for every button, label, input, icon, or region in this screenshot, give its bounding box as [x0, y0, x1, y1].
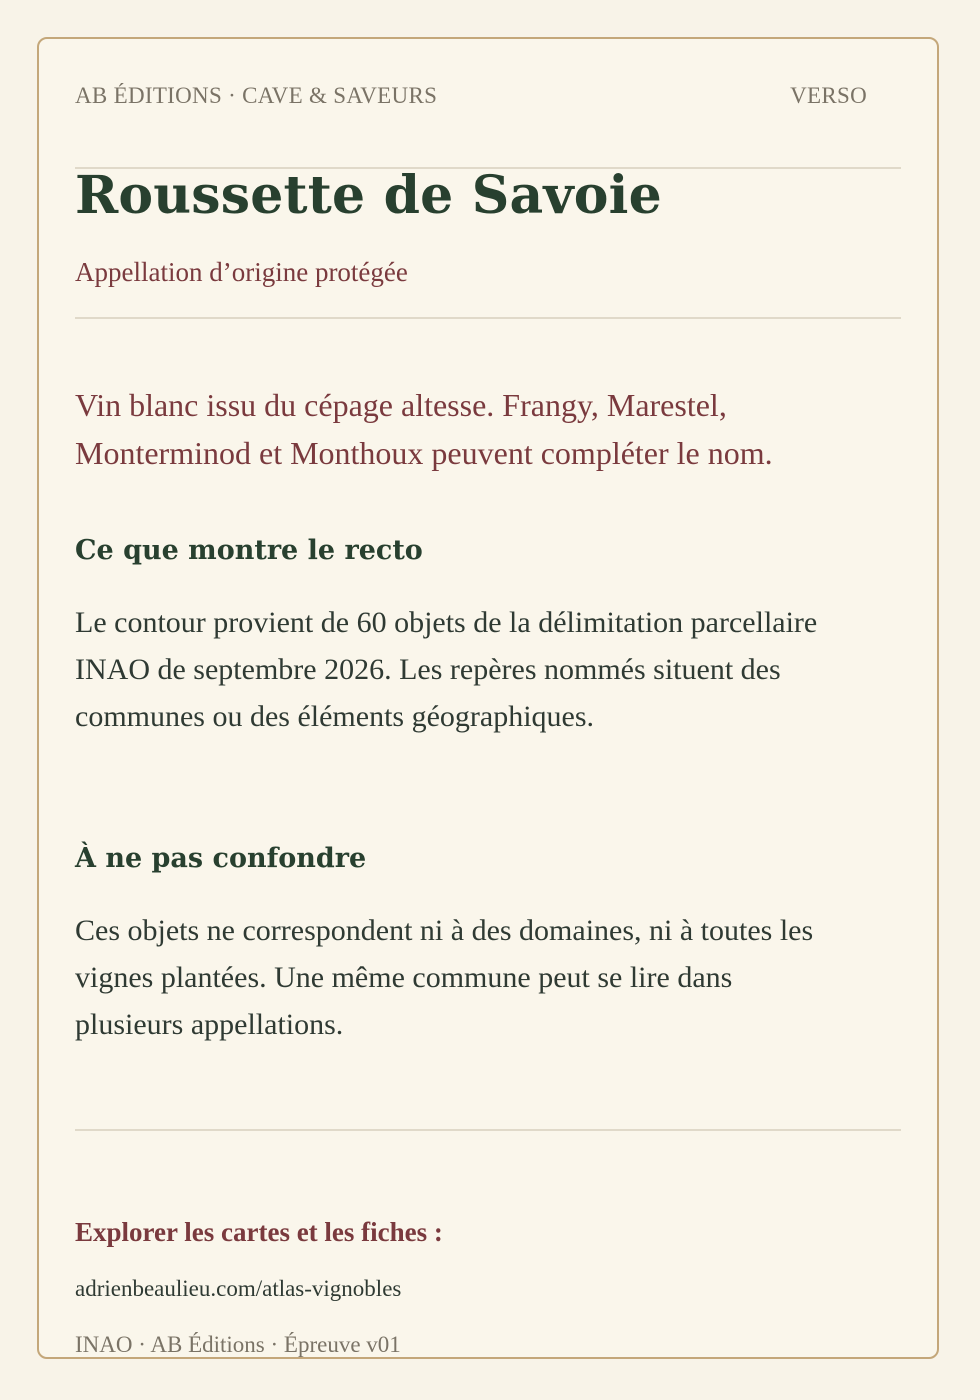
section-heading-confusion: À ne pas confondre — [75, 843, 367, 874]
lead-paragraph: Vin blanc issu du cépage altesse. Frangy, Marestel, Monterminod et Monthoux peuvent compléter le nom. — [75, 387, 773, 471]
section-body-recto: Le contour provient de 60 objets de la délimitation parcellaire INAO de septembre 2026. Les repères nommés situent des communes ou des éléments géographiques. — [75, 606, 818, 733]
fiche-card — [37, 37, 939, 1359]
page-subtitle: Appellation d’origine protégée — [75, 257, 408, 287]
atlas-link[interactable]: adrienbeaulieu.com/atlas-vignobles — [75, 1276, 402, 1301]
page-title: Roussette de Savoie — [75, 165, 662, 226]
top-meta — [75, 83, 901, 113]
card-content — [75, 39, 901, 1357]
credits-line: INAO · AB Éditions · Épreuve v01 — [75, 1332, 401, 1357]
page-side-label: VERSO — [790, 83, 867, 108]
publisher-brand: AB ÉDITIONS · CAVE & SAVEURS — [75, 83, 438, 108]
section-body-confusion: Ces objets ne correspondent ni à des domaines, ni à toutes les vignes plantées. Une même commune peut se lire dans plusieurs appellations. — [75, 914, 814, 1041]
section-heading-recto: Ce que montre le recto — [75, 535, 423, 566]
footer-divider — [75, 1129, 901, 1131]
explore-label: Explorer les cartes et les fiches : — [75, 1217, 443, 1247]
title-divider — [75, 317, 901, 319]
